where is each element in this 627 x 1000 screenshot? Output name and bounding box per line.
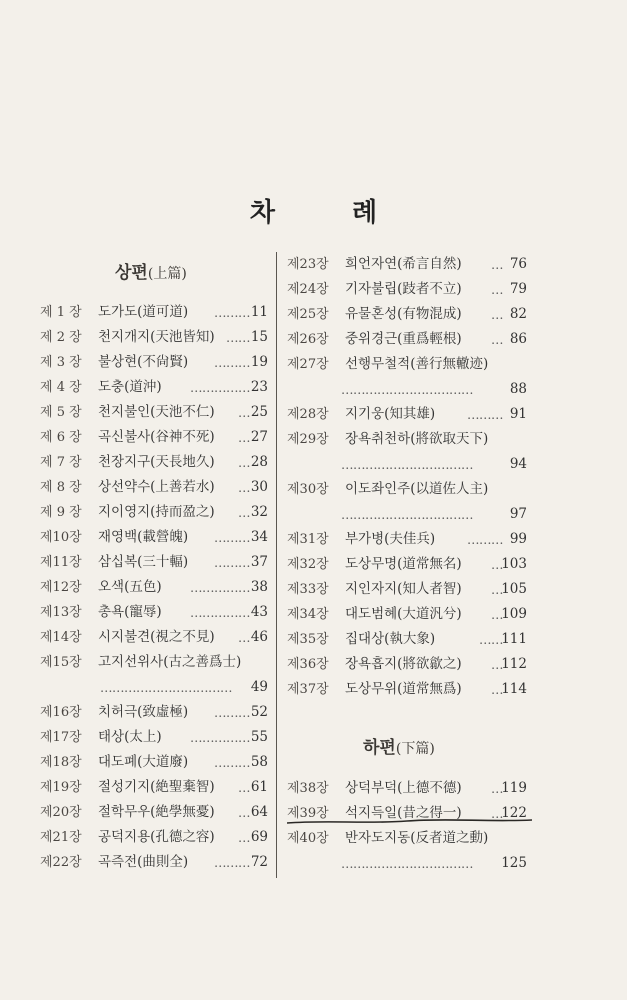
toc-entry <box>40 600 268 625</box>
leader-dots: … <box>491 282 503 297</box>
page-number: 122 <box>501 805 527 821</box>
page-number: 55 <box>250 729 268 745</box>
page-number: 28 <box>250 454 268 470</box>
leader-dots: … <box>491 557 503 572</box>
toc-entry <box>287 652 527 677</box>
chapter-title: 기자불립(跂者不立) <box>345 281 462 297</box>
toc-entry <box>40 550 268 575</box>
chapter-number: 제18장 <box>40 755 82 770</box>
chapter-number: 제22장 <box>40 855 82 870</box>
leader-dots: …………… <box>190 380 250 395</box>
leader-dots: … <box>238 630 250 645</box>
toc-entry <box>287 602 527 627</box>
page-number: 27 <box>250 429 268 445</box>
chapter-title: 중위경근(重爲輕根) <box>345 331 462 347</box>
toc-entry <box>287 302 527 327</box>
leader-dots: … <box>491 257 503 272</box>
chapter-number: 제28장 <box>287 407 329 422</box>
leader-dots: ……… <box>214 755 250 770</box>
chapter-number: 제19장 <box>40 780 82 795</box>
toc-entry <box>40 775 268 800</box>
toc-entry <box>287 452 527 477</box>
page-number: 23 <box>250 379 268 395</box>
chapter-number: 제20장 <box>40 805 82 820</box>
page-number: 43 <box>250 604 268 620</box>
page-number: 114 <box>501 681 527 697</box>
chapter-title: 도가도(道可道) <box>98 304 189 320</box>
chapter-title: 도상무위(道常無爲) <box>345 681 462 697</box>
chapter-number: 제35장 <box>287 632 329 647</box>
leader-dots: … <box>238 505 250 520</box>
toc-entry <box>40 750 268 775</box>
page-number: 82 <box>509 306 527 322</box>
chapter-number: 제36장 <box>287 657 329 672</box>
leader-dots: … <box>238 405 250 420</box>
chapter-title: 절학무우(絶學無憂) <box>98 804 215 820</box>
leader-dots: ……… <box>214 355 250 370</box>
chapter-number: 제30장 <box>287 482 329 497</box>
page-number: 112 <box>501 656 527 672</box>
chapter-title: 상선약수(上善若水) <box>98 479 215 495</box>
chapter-title: 곡신불사(谷神不死) <box>98 429 215 445</box>
chapter-number: 제32장 <box>287 557 329 572</box>
chapter-title: 유물혼성(有物混成) <box>345 306 462 322</box>
leader-dots: …………………………… <box>341 507 473 522</box>
toc-entry <box>40 425 268 450</box>
toc-left-column <box>40 300 268 875</box>
page-number: 119 <box>501 780 527 796</box>
toc-entry <box>40 825 268 850</box>
page-number: 103 <box>501 556 527 572</box>
toc-entry <box>40 525 268 550</box>
chapter-title: 희언자연(希言自然) <box>345 256 462 272</box>
toc-entry <box>287 851 527 876</box>
leader-dots: ……… <box>214 305 250 320</box>
chapter-number: 제15장 <box>40 655 82 670</box>
leader-dots: …………… <box>190 580 250 595</box>
page-number: 88 <box>509 381 527 397</box>
chapter-number: 제17장 <box>40 730 82 745</box>
chapter-number: 제33장 <box>287 582 329 597</box>
toc-entry <box>40 700 268 725</box>
toc-entry <box>40 500 268 525</box>
leader-dots: …… <box>226 330 250 345</box>
chapter-title: 절성기지(絶聖棄智) <box>98 779 215 795</box>
page-number: 32 <box>250 504 268 520</box>
chapter-title: 지기웅(知其雄) <box>345 406 436 422</box>
chapter-title: 치허극(致虛極) <box>98 704 189 720</box>
page-number: 11 <box>250 304 268 320</box>
chapter-title: 천지개지(天池皆知) <box>98 329 215 345</box>
leader-dots: … <box>238 430 250 445</box>
leader-dots: … <box>491 307 503 322</box>
chapter-title: 삼십복(三十輻) <box>98 554 189 570</box>
chapter-number: 제29장 <box>287 432 329 447</box>
page-number: 91 <box>509 406 527 422</box>
page-number: 61 <box>250 779 268 795</box>
toc-entry <box>287 427 527 452</box>
chapter-number: 제 5 장 <box>40 405 82 420</box>
toc-entry <box>40 625 268 650</box>
page-number: 52 <box>250 704 268 720</box>
toc-entry <box>287 402 527 427</box>
page-number: 34 <box>250 529 268 545</box>
chapter-number: 제11장 <box>40 555 82 570</box>
chapter-title: 고지선위사(古之善爲士) <box>98 654 242 670</box>
toc-entry <box>40 400 268 425</box>
page-number: 105 <box>501 581 527 597</box>
leader-dots: …………………………… <box>341 856 473 871</box>
page-number: 76 <box>509 256 527 272</box>
chapter-title: 재영백(載營魄) <box>98 529 189 545</box>
chapter-number: 제26장 <box>287 332 329 347</box>
chapter-number: 제 6 장 <box>40 430 82 445</box>
leader-dots: ……… <box>467 532 503 547</box>
page-number: 58 <box>250 754 268 770</box>
page-number: 49 <box>250 679 268 695</box>
leader-dots: ……… <box>214 705 250 720</box>
page-number: 72 <box>250 854 268 870</box>
toc-entry <box>40 375 268 400</box>
page-number: 19 <box>250 354 268 370</box>
toc-entry <box>287 352 527 377</box>
chapter-number: 제40장 <box>287 831 329 846</box>
leader-dots: …………………………… <box>100 680 232 695</box>
chapter-title: 이도좌인주(以道佐人主) <box>345 481 489 497</box>
page-number: 25 <box>250 404 268 420</box>
part1-heading-text: 상편 <box>115 263 148 283</box>
part2-heading-hanja: (下篇) <box>395 741 435 757</box>
toc-entry <box>40 350 268 375</box>
chapter-title: 태상(太上) <box>98 729 162 745</box>
chapter-number: 제 1 장 <box>40 305 82 320</box>
part2-heading-text: 하편 <box>363 738 396 758</box>
leader-dots: ……… <box>214 855 250 870</box>
chapter-title: 도충(道沖) <box>98 379 162 395</box>
leader-dots: … <box>491 332 503 347</box>
chapter-title: 지이영지(持而盈之) <box>98 504 215 520</box>
chapter-title: 집대상(執大象) <box>345 631 436 647</box>
page-number: 46 <box>250 629 268 645</box>
pen-underline-mark <box>287 819 532 825</box>
toc-right-column <box>287 252 527 702</box>
leader-dots: …………… <box>190 730 250 745</box>
chapter-title: 천지불인(天池不仁) <box>98 404 215 420</box>
chapter-number: 제 3 장 <box>40 355 82 370</box>
chapter-number: 제 8 장 <box>40 480 82 495</box>
chapter-title: 도상무명(道常無名) <box>345 556 462 572</box>
toc-entry <box>287 252 527 277</box>
page-number: 97 <box>509 506 527 522</box>
leader-dots: … <box>491 582 503 597</box>
toc-entry <box>40 800 268 825</box>
toc-part2-column <box>287 776 527 876</box>
chapter-number: 제34장 <box>287 607 329 622</box>
leader-dots: … <box>491 682 503 697</box>
toc-entry <box>287 327 527 352</box>
toc-entry <box>40 450 268 475</box>
toc-entry <box>287 502 527 527</box>
leader-dots: … <box>238 455 250 470</box>
chapter-title: 불상현(不尙賢) <box>98 354 189 370</box>
leader-dots: … <box>238 805 250 820</box>
toc-entry <box>40 575 268 600</box>
page-number: 64 <box>250 804 268 820</box>
chapter-title: 대도범혜(大道汎兮) <box>345 606 462 622</box>
leader-dots: … <box>491 781 503 796</box>
chapter-number: 제31장 <box>287 532 329 547</box>
leader-dots: …………………………… <box>341 457 473 472</box>
leader-dots: ……… <box>467 407 503 422</box>
leader-dots: ……… <box>214 555 250 570</box>
leader-dots: … <box>491 657 503 672</box>
chapter-number: 제38장 <box>287 781 329 796</box>
chapter-number: 제16장 <box>40 705 82 720</box>
page-number: 30 <box>250 479 268 495</box>
chapter-number: 제 7 장 <box>40 455 82 470</box>
chapter-number: 제12장 <box>40 580 82 595</box>
chapter-title: 천장지구(天長地久) <box>98 454 215 470</box>
chapter-title: 곡즉전(曲則全) <box>98 854 189 870</box>
chapter-title: 석지득일(昔之得一) <box>345 805 462 821</box>
page-number: 99 <box>509 531 527 547</box>
leader-dots: … <box>491 806 503 821</box>
toc-entry <box>40 325 268 350</box>
chapter-title: 대도폐(大道廢) <box>98 754 189 770</box>
leader-dots: … <box>238 480 250 495</box>
leader-dots: … <box>491 607 503 622</box>
page-number: 79 <box>509 281 527 297</box>
leader-dots: … <box>238 780 250 795</box>
page-title: 차 례 <box>249 198 412 228</box>
chapter-number: 제23장 <box>287 257 329 272</box>
chapter-title: 상덕부덕(上德不德) <box>345 780 462 796</box>
page-number: 94 <box>509 456 527 472</box>
chapter-number: 제25장 <box>287 307 329 322</box>
toc-entry <box>287 577 527 602</box>
chapter-title: 반자도지동(反者道之動) <box>345 830 489 846</box>
chapter-title: 시지불견(視之不見) <box>98 629 215 645</box>
chapter-number: 제39장 <box>287 806 329 821</box>
leader-dots: … <box>238 830 250 845</box>
toc-entry <box>287 826 527 851</box>
page-number: 38 <box>250 579 268 595</box>
page-number: 125 <box>501 855 527 871</box>
chapter-title: 장욕흡지(將欲歙之) <box>345 656 462 672</box>
chapter-number: 제 4 장 <box>40 380 82 395</box>
toc-entry <box>287 627 527 652</box>
part2-heading <box>363 733 435 758</box>
chapter-number: 제 2 장 <box>40 330 82 345</box>
toc-entry <box>287 477 527 502</box>
chapter-title: 장욕취천하(將欲取天下) <box>345 431 489 447</box>
leader-dots: …… <box>479 632 503 647</box>
column-divider <box>276 252 277 878</box>
part1-heading-hanja: (上篇) <box>147 266 187 282</box>
page-number: 37 <box>250 554 268 570</box>
toc-entry <box>287 277 527 302</box>
leader-dots: …………………………… <box>341 382 473 397</box>
page-number: 15 <box>250 329 268 345</box>
page-number: 111 <box>501 631 527 647</box>
chapter-number: 제14장 <box>40 630 82 645</box>
toc-entry <box>40 675 268 700</box>
toc-entry <box>40 725 268 750</box>
toc-entry <box>287 677 527 702</box>
chapter-title: 지인자지(知人者智) <box>345 581 462 597</box>
chapter-title: 총욕(寵辱) <box>98 604 162 620</box>
chapter-title: 오색(五色) <box>98 579 162 595</box>
toc-entry <box>287 552 527 577</box>
chapter-title: 공덕지용(孔德之容) <box>98 829 215 845</box>
toc-entry <box>40 300 268 325</box>
toc-entry <box>287 776 527 801</box>
chapter-title: 선행무철적(善行無轍迹) <box>345 356 489 372</box>
toc-entry <box>287 377 527 402</box>
chapter-number: 제13장 <box>40 605 82 620</box>
page-number: 69 <box>250 829 268 845</box>
toc-entry <box>287 527 527 552</box>
chapter-number: 제37장 <box>287 682 329 697</box>
chapter-number: 제 9 장 <box>40 505 82 520</box>
page-number: 86 <box>509 331 527 347</box>
toc-entry <box>40 850 268 875</box>
toc-entry <box>40 650 268 675</box>
chapter-number: 제10장 <box>40 530 82 545</box>
chapter-number: 제27장 <box>287 357 329 372</box>
part1-heading <box>115 258 187 283</box>
chapter-title: 부가병(夫佳兵) <box>345 531 436 547</box>
leader-dots: ……… <box>214 530 250 545</box>
leader-dots: …………… <box>190 605 250 620</box>
chapter-number: 제24장 <box>287 282 329 297</box>
chapter-number: 제21장 <box>40 830 82 845</box>
page-number: 109 <box>501 606 527 622</box>
toc-entry <box>40 475 268 500</box>
